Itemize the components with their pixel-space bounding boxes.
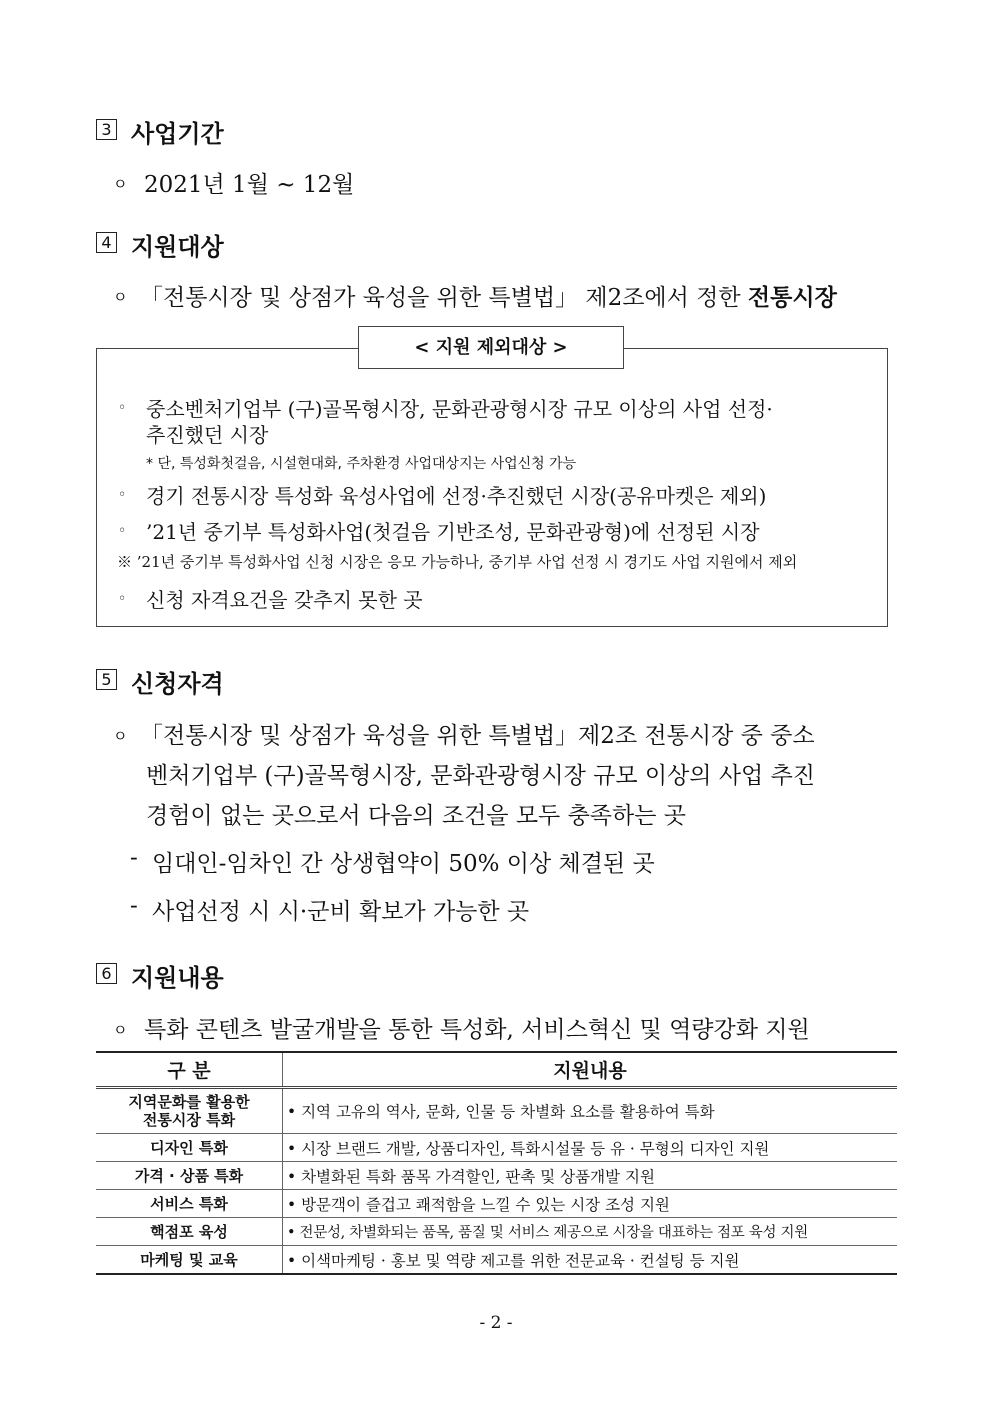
category-cell: 핵점포 육성 bbox=[96, 1218, 283, 1246]
exclusion-item: ’21년 중기부 특성화사업(첫걸음 기반조성, 문화관광형)에 선정된 시장 bbox=[146, 520, 760, 544]
target-text bbox=[140, 279, 837, 312]
eligibility-text-cont: 경험이 없는 곳으로서 다음의 조건을 모두 충족하는 곳 bbox=[146, 803, 686, 829]
bullet-circle: ㅇ bbox=[113, 1021, 128, 1039]
content-cell: • 전문성, 차별화되는 품목, 품질 및 서비스 제공으로 시장을 대표하는 점포 육성 지원 bbox=[283, 1218, 898, 1246]
bullet-circle: ㅇ bbox=[113, 288, 128, 306]
section-title: 지원대상 bbox=[131, 233, 224, 261]
category-cell: 가격 · 상품 특화 bbox=[96, 1162, 283, 1190]
section-number: 6 bbox=[96, 963, 117, 984]
exclusion-item-cont: 추진했던 시장 bbox=[146, 423, 269, 447]
period-text: 2021년 1월 ~ 12월 bbox=[144, 172, 355, 198]
content-cell: • 이색마케팅 · 홍보 및 역량 제고를 위한 전문교육 · 컨설팅 등 지원 bbox=[283, 1246, 898, 1275]
category-cell: 서비스 특화 bbox=[96, 1190, 283, 1218]
section-title: 사업기간 bbox=[131, 120, 224, 148]
category-cell: 디자인 특화 bbox=[96, 1134, 283, 1162]
section-number: 4 bbox=[96, 232, 117, 253]
reference-note: ※ ’21년 중기부 특성화사업 신청 시장은 응모 가능하나, 중기부 사업 선정 시 경기도 사업 지원에서 제외 bbox=[117, 553, 798, 571]
bullet-circle: ㅇ bbox=[113, 727, 128, 745]
table-row bbox=[96, 1134, 897, 1162]
table-row bbox=[96, 1088, 897, 1134]
content-cell: • 차별화된 특화 품목 가격할인, 판촉 및 상품개발 지원 bbox=[283, 1162, 898, 1190]
bullet-small-circle: ◦ bbox=[118, 400, 127, 416]
exclusion-item: 중소벤처기업부 (구)골목형시장, 문화관광형시장 규모 이상의 사업 선정· bbox=[146, 397, 773, 421]
bullet-small-circle: ◦ bbox=[118, 487, 127, 503]
target-text-main: 「전통시장 및 상점가 육성을 위한 특별법」 제2조에서 정한 bbox=[140, 285, 748, 311]
bullet-small-circle: ◦ bbox=[118, 591, 127, 607]
column-header: 구 분 bbox=[96, 1052, 283, 1088]
section-number: 3 bbox=[96, 119, 117, 140]
table-row bbox=[96, 1162, 897, 1190]
bullet-dash: - bbox=[130, 893, 138, 919]
page-number: - 2 - bbox=[479, 1313, 513, 1333]
bullet-circle: ㅇ bbox=[113, 175, 128, 193]
section-number: 5 bbox=[96, 669, 117, 690]
condition-item: 임대인-임차인 간 상생협약이 50% 이상 체결된 곳 bbox=[152, 851, 655, 877]
category-cell bbox=[96, 1088, 283, 1134]
exclusion-item: 신청 자격요건을 갖추지 못한 곳 bbox=[146, 588, 423, 612]
bullet-dash: - bbox=[130, 845, 138, 871]
category-cell: 마케팅 및 교육 bbox=[96, 1246, 283, 1275]
content-cell: • 지역 고유의 역사, 문화, 인물 등 차별화 요소를 활용하여 특화 bbox=[283, 1088, 898, 1134]
table-header-row bbox=[96, 1052, 897, 1088]
section-title: 신청자격 bbox=[131, 670, 224, 698]
support-table bbox=[96, 1051, 897, 1275]
table-row bbox=[96, 1218, 897, 1246]
target-text-bold: 전통시장 bbox=[747, 285, 837, 311]
content-cell: • 시장 브랜드 개발, 상품디자인, 특화시설물 등 유 · 무형의 디자인 지원 bbox=[283, 1134, 898, 1162]
condition-item: 사업선정 시 시·군비 확보가 가능한 곳 bbox=[152, 899, 530, 925]
content-cell: • 방문객이 즐겁고 쾌적함을 느낄 수 있는 시장 조성 지원 bbox=[283, 1190, 898, 1218]
bullet-small-circle: ◦ bbox=[118, 523, 127, 539]
eligibility-text-cont: 벤처기업부 (구)골목형시장, 문화관광형시장 규모 이상의 사업 추진 bbox=[146, 763, 816, 789]
column-header: 지원내용 bbox=[283, 1052, 898, 1088]
exclusion-item: 경기 전통시장 특성화 육성사업에 선정·추진했던 시장(공유마켓은 제외) bbox=[146, 484, 767, 508]
table-row bbox=[96, 1246, 897, 1275]
category-line: 지역문화를 활용한 bbox=[128, 1093, 250, 1111]
exclusion-box-title: < 지원 제외대상 > bbox=[358, 326, 624, 369]
category-line: 전통시장 특화 bbox=[142, 1111, 236, 1129]
exclusion-note: * 단, 특성화첫걸음, 시설현대화, 주차환경 사업대상지는 사업신청 가능 bbox=[146, 456, 577, 472]
section-title: 지원내용 bbox=[131, 964, 224, 992]
eligibility-text: 「전통시장 및 상점가 육성을 위한 특별법」제2조 전통시장 중 중소 bbox=[140, 723, 815, 749]
support-text: 특화 콘텐츠 발굴개발을 통한 특성화, 서비스혁신 및 역량강화 지원 bbox=[144, 1017, 810, 1043]
table-row bbox=[96, 1190, 897, 1218]
